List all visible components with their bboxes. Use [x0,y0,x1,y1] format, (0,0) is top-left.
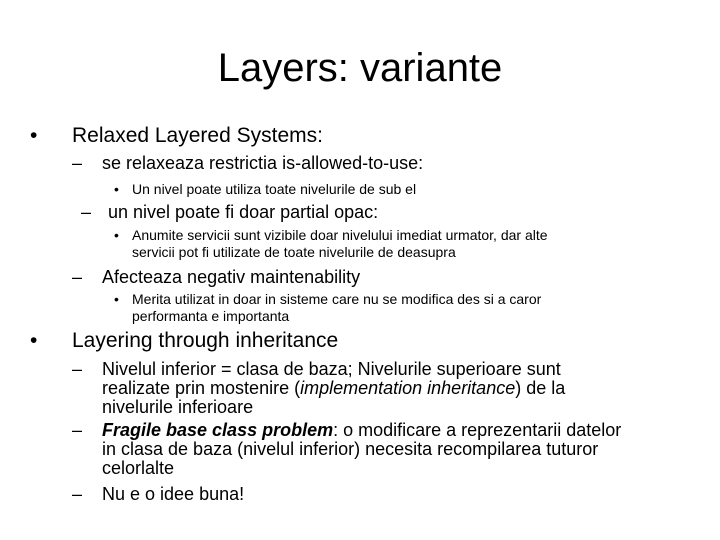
bullet-text-line: Nivelul inferior = clasa de baza; Nivelurile superioare sunt [102,359,561,379]
list-item [0,329,720,353]
bullet-dot-icon: • [114,291,119,307]
bullet-text: se relaxeaza restrictia is-allowed-to-use: [102,153,424,173]
bullet-text: Nu e o idee buna! [102,484,245,504]
bullet-text-line: Merita utilizat in doar in sisteme care nu se modifica des si a caror [132,291,542,307]
list-item [0,360,720,417]
bullet-text-line: Anumite servicii sunt vizibile doar nivelului imediat urmator, dar alte [132,227,548,243]
bullet-dot-icon: • [114,181,119,197]
bullet-text: un nivel poate fi doar partial opac: [108,202,379,222]
bullet-text: Layering through inheritance [72,329,339,352]
bullet-dot-icon: • [30,124,38,147]
list-item [0,421,720,478]
strong-text: Fragile base class problem [102,420,334,440]
list-item [0,153,720,173]
bullet-text-line [102,379,565,398]
list-item [0,227,720,261]
bullet-dash-icon: – [72,267,83,287]
text-segment: ) de la [515,378,566,398]
bullet-dash-icon: – [72,420,83,440]
text-segment: realizate prin mostenire ( [102,378,301,398]
list-item [0,124,720,148]
list-item [0,181,720,197]
list-item [0,484,720,504]
list-item [0,267,720,287]
text-segment: : o modificare a reprezentarii datelor [333,420,622,440]
list-item [0,202,720,222]
bullet-text-line: in clasa de baza (nivelul inferior) necesita recompilarea tuturor [102,439,599,459]
bullet-text-line: celorlalte [102,458,175,478]
bullet-dash-icon: – [72,484,83,504]
bullet-dot-icon: • [30,329,38,352]
bullet-dash-icon: – [72,153,83,173]
bullet-text: Relaxed Layered Systems: [72,124,323,147]
bullet-dash-icon: – [72,359,83,379]
bullet-text: Afecteaza negativ maintenability [102,267,361,287]
bullet-text-line: performanta e importanta [132,308,290,324]
bullet-text-line: nivelurile inferioare [102,397,254,417]
bullet-text-line [102,421,621,440]
bullet-text-line: servicii pot fi utilizate de toate nivelurile de deasupra [132,244,456,260]
bullet-dash-icon: – [81,202,92,222]
emphasis-text: implementation inheritance [300,378,516,398]
bullet-text: Un nivel poate utiliza toate nivelurile de sub el [132,181,417,197]
slide-title: Layers: variante [217,46,503,90]
list-item [0,291,720,325]
bullet-dot-icon: • [114,227,119,243]
